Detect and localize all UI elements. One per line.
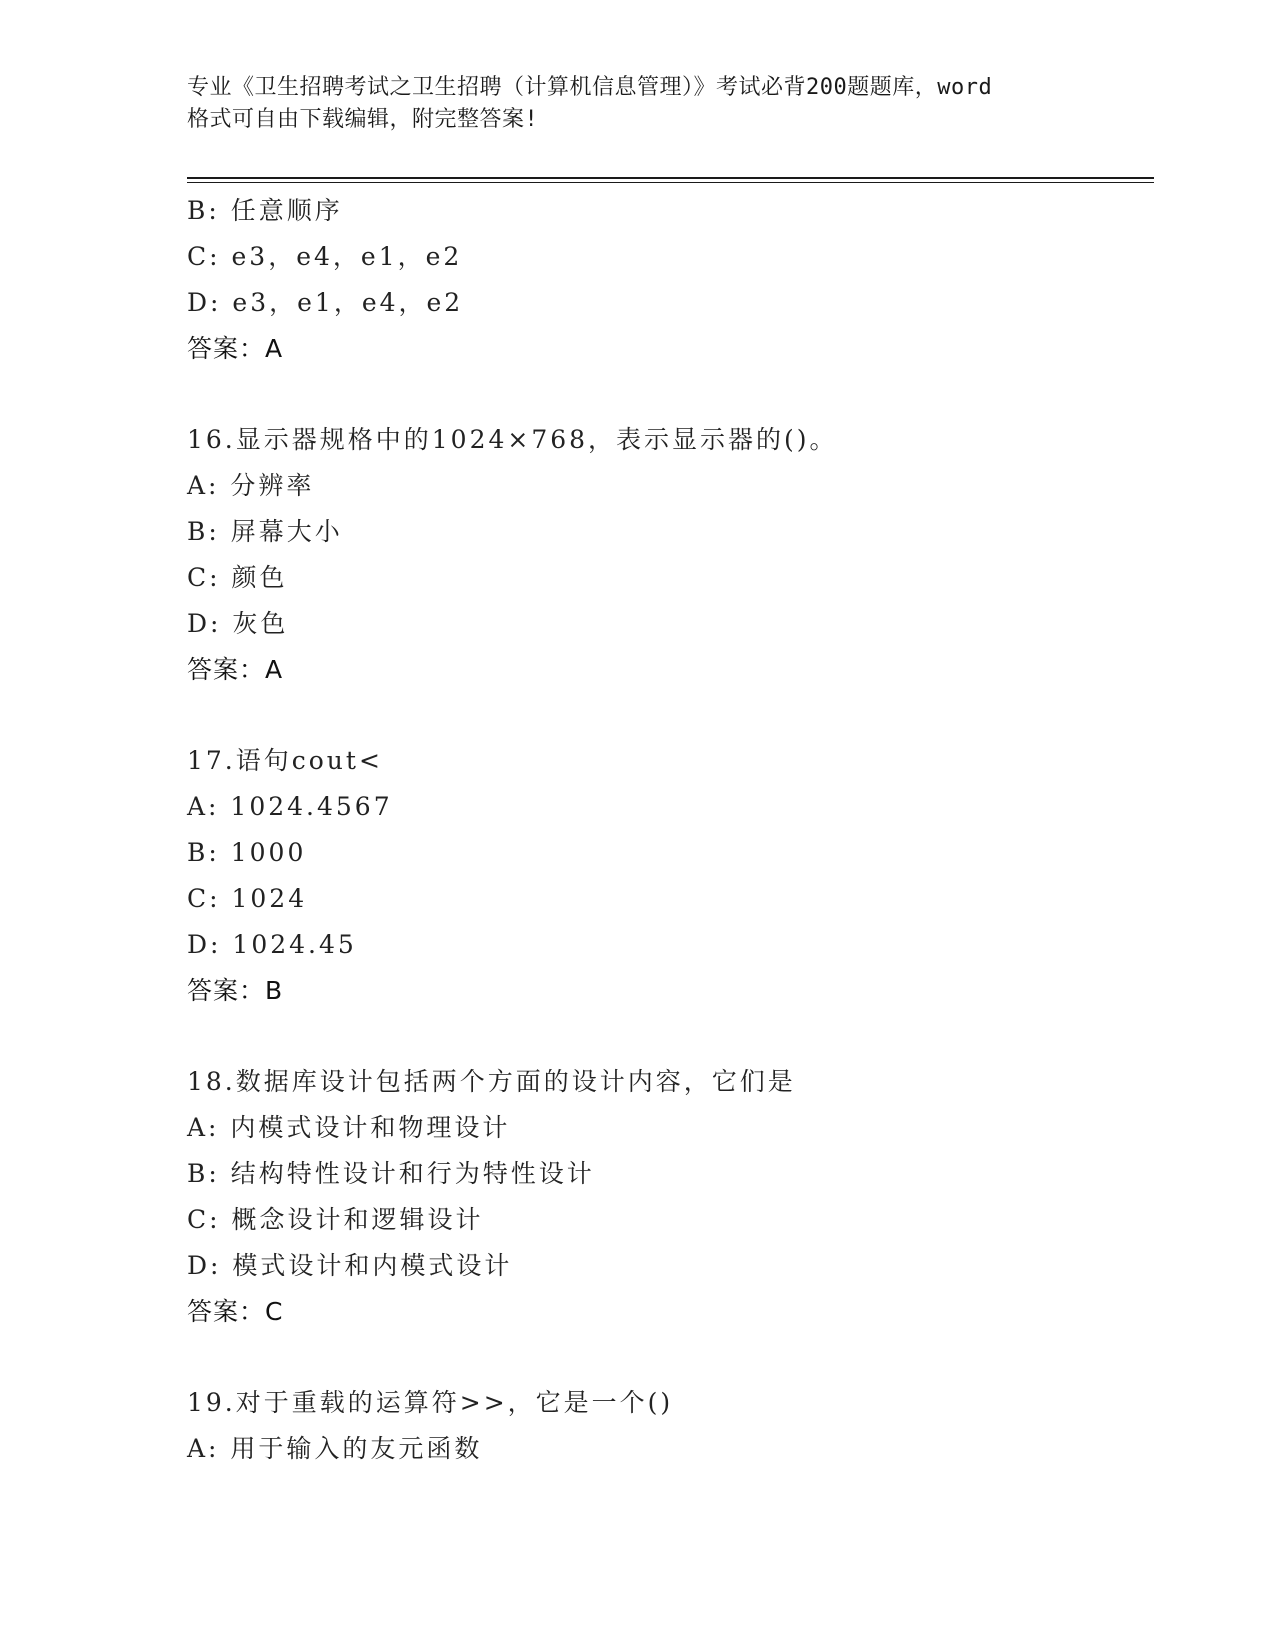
answer-line: 答案：A: [187, 334, 284, 363]
header-divider-thin: [187, 182, 1154, 183]
option-a: A: 1024.4567: [187, 792, 393, 821]
spacer: [187, 1335, 1147, 1380]
question-15: [187, 188, 1147, 372]
question-17: [187, 738, 1147, 1014]
option-c: C: e3，e4，e1，e2: [187, 242, 463, 271]
answer-line: 答案：A: [187, 655, 284, 684]
option-b: B: 结构特性设计和行为特性设计: [187, 1159, 595, 1188]
option-d: D: 灰色: [187, 609, 289, 638]
question-text: 19.对于重载的运算符>>，它是一个(): [187, 1388, 674, 1417]
spacer: [187, 1014, 1147, 1059]
option-b: B: 1000: [187, 838, 307, 867]
header-title-line-2: 格式可自由下载编辑，附完整答案!: [187, 107, 539, 132]
option-c: C: 1024: [187, 884, 308, 913]
option-c: C: 颜色: [187, 563, 288, 592]
question-19: [187, 1380, 1147, 1472]
option-a: A: 内模式设计和物理设计: [187, 1113, 511, 1142]
question-text: 18.数据库设计包括两个方面的设计内容，它们是: [187, 1067, 796, 1096]
option-d: D: 模式设计和内模式设计: [187, 1251, 513, 1280]
option-c: C: 概念设计和逻辑设计: [187, 1205, 484, 1234]
document-header: [187, 72, 1087, 136]
option-d: D: 1024.45: [187, 930, 357, 959]
question-18: [187, 1059, 1147, 1335]
spacer: [187, 372, 1147, 417]
option-d: D: e3，e1，e4，e2: [187, 288, 464, 317]
header-title-line-1: 专业《卫生招聘考试之卫生招聘（计算机信息管理）》考试必背200题题库，word: [187, 75, 993, 100]
option-a: A: 分辨率: [187, 471, 315, 500]
option-a: A: 用于输入的友元函数: [187, 1434, 483, 1463]
answer-line: 答案：B: [187, 976, 284, 1005]
option-b: B: 屏幕大小: [187, 517, 343, 546]
question-text: 17.语句cout<: [187, 746, 383, 775]
question-text: 16.显示器规格中的1024×768，表示显示器的()。: [187, 425, 838, 454]
answer-line: 答案：C: [187, 1297, 284, 1326]
option-b: B: 任意顺序: [187, 196, 343, 225]
question-list: [187, 188, 1147, 1472]
spacer: [187, 693, 1147, 738]
header-divider-thick: [187, 177, 1154, 179]
question-16: [187, 417, 1147, 693]
